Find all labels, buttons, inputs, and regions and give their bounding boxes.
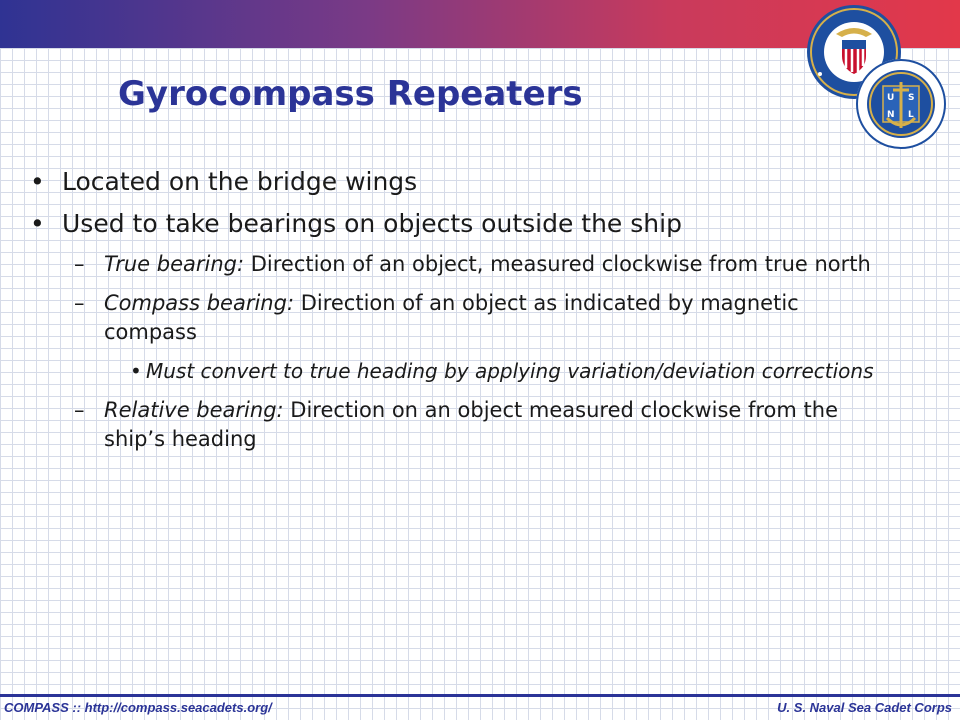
sub-bullet-item xyxy=(30,250,890,279)
dash-marker: – xyxy=(74,291,85,315)
seal-letter-l: L xyxy=(908,110,914,120)
dash-marker: – xyxy=(74,398,85,422)
slide-body xyxy=(30,166,890,464)
footer-organization: U. S. Naval Sea Cadet Corps xyxy=(777,700,952,715)
sub-bullet-term: True bearing: xyxy=(104,252,245,276)
bullet-marker: • xyxy=(30,167,45,196)
seal-letter-n: N xyxy=(887,110,895,120)
sub-bullet-text: Direction of an object as indicated by magnetic compass xyxy=(104,291,799,344)
sub-bullet-item xyxy=(30,396,890,454)
small-bullet-marker: • xyxy=(130,359,142,383)
sub-sub-bullet-text: Must convert to true heading by applying variation/deviation corrections xyxy=(146,359,874,383)
sub-bullet-term: Compass bearing: xyxy=(104,291,295,315)
bullet-item xyxy=(30,208,890,240)
bullet-text: Used to take bearings on objects outside the ship xyxy=(62,209,682,238)
sub-bullet-item xyxy=(30,289,890,347)
bullet-marker: • xyxy=(30,209,45,238)
seal-letter-s: S xyxy=(908,93,915,103)
sub-bullet-text: Direction of an object, measured clockwise from true north xyxy=(244,252,871,276)
sub-sub-bullet-item xyxy=(30,357,890,386)
bullet-item xyxy=(30,166,890,198)
slide-title: Gyrocompass Repeaters xyxy=(118,74,583,114)
dash-marker: – xyxy=(74,252,85,276)
footer-url: COMPASS :: http://compass.seacadets.org/ xyxy=(4,700,272,715)
navy-league-cadet-seal-icon xyxy=(855,58,947,150)
sub-bullet-term: Relative bearing: xyxy=(104,398,284,422)
bullet-text: Located on the bridge wings xyxy=(62,167,418,196)
seal-letter-u: U xyxy=(887,93,895,103)
sub-bullet-text: Direction on an object measured clockwise from the ship’s heading xyxy=(104,398,838,451)
footer-divider xyxy=(0,694,960,697)
